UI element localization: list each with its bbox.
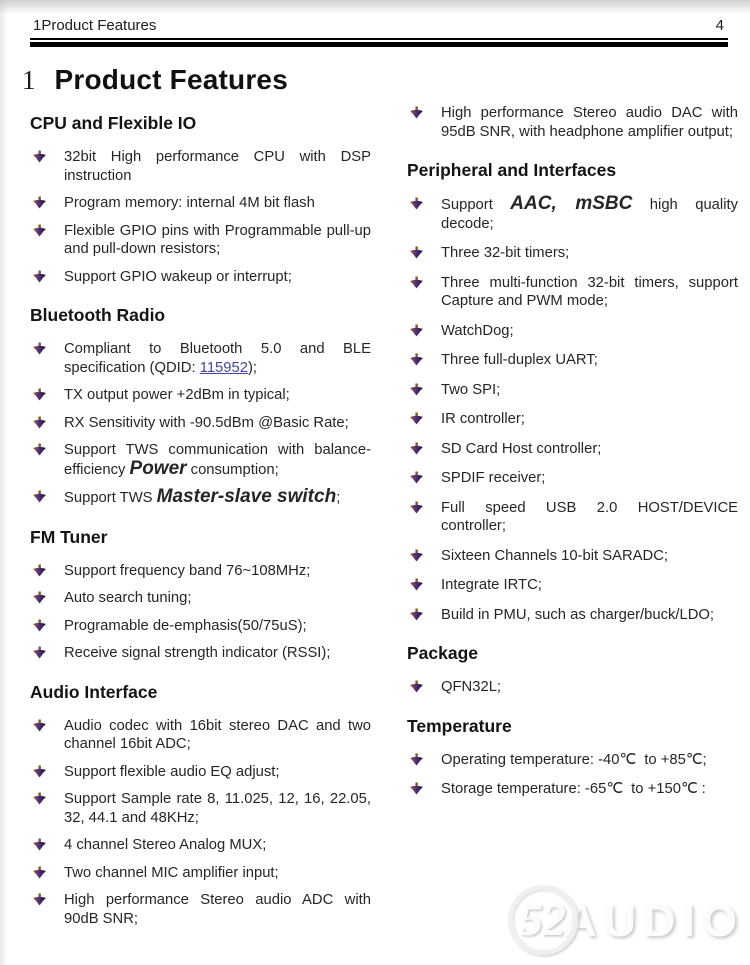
bullet-item-text: WatchDog; — [441, 322, 514, 339]
bullet-item — [30, 644, 371, 663]
section-heading: Audio Interface — [30, 681, 158, 702]
bullet-item-text: Audio codec with 16bit stereo DAC and two channel 16bit ADC; — [64, 717, 371, 752]
bullet-item — [407, 351, 738, 370]
bullet-item-text: RX Sensitivity with -90.5dBm @Basic Rate; — [64, 414, 349, 431]
down-arrow-bullet-icon — [33, 591, 46, 605]
bullet-item-text: High performance Stereo audio ADC with 90dB SNR; — [64, 892, 371, 927]
qdid-link[interactable]: 115952 — [199, 359, 248, 376]
bullet-item — [30, 589, 371, 608]
down-arrow-bullet-icon — [33, 416, 46, 430]
watermark-audio-text: AUDIO — [564, 894, 744, 946]
bullet-item — [407, 678, 738, 697]
two-column-body — [0, 98, 750, 937]
bullet-item — [30, 194, 371, 213]
section-heading: CPU and Flexible IO — [30, 113, 197, 133]
bullet-item — [30, 488, 371, 508]
down-arrow-bullet-icon — [33, 765, 46, 779]
bullet-item-text: Two channel MIC amplifier input; — [64, 864, 279, 881]
bullet-item-text: Support frequency band 76~108MHz; — [64, 562, 311, 579]
bullet-item-text: Two SPI; — [441, 381, 501, 398]
bullet-item-text: Support TWS Master-slave switch; — [64, 486, 341, 507]
bullet-item-text: Program memory: internal 4M bit flash — [64, 195, 315, 211]
watermark-circle — [508, 885, 578, 955]
page-number: 4 — [715, 17, 724, 34]
bullet-item — [407, 606, 738, 625]
bullet-item-text: Support Sample rate 8, 11.025, 12, 16, 22.05, 32, 44.1 and 48KHz; — [64, 791, 371, 826]
bullet-item — [407, 381, 738, 400]
bullet-item — [30, 717, 371, 754]
bullet-item-text: QFN32L; — [441, 679, 502, 695]
down-arrow-bullet-icon — [33, 646, 46, 660]
page-header — [0, 0, 750, 34]
bullet-item-text: Receive signal strength indicator (RSSI); — [64, 645, 331, 661]
bullet-item-text: 32bit High performance CPU with DSP instruction — [64, 149, 371, 184]
bullet-item-text: Compliant to Bluetooth 5.0 and BLE specification (QDID: 115952); — [64, 341, 371, 376]
down-arrow-bullet-icon — [33, 564, 46, 578]
bullet-item — [30, 763, 371, 782]
bullet-item — [407, 274, 738, 311]
section-heading: Package — [407, 643, 479, 663]
section-heading: Bluetooth Radio — [30, 305, 166, 325]
down-arrow-bullet-icon — [33, 150, 46, 164]
down-arrow-bullet-icon — [410, 246, 423, 260]
down-arrow-bullet-icon — [410, 680, 423, 694]
chapter-number: 1 — [22, 65, 36, 95]
down-arrow-bullet-icon — [410, 412, 423, 426]
down-arrow-bullet-icon — [33, 443, 46, 457]
bullet-item — [407, 751, 738, 770]
bullet-item-text: Operating temperature: -40℃ to +85℃; — [441, 751, 707, 768]
bullet-item — [407, 440, 738, 459]
down-arrow-bullet-icon — [33, 719, 46, 733]
bullet-item-text: High performance Stereo audio DAC with 95dB SNR, with headphone amplifier output; — [441, 105, 738, 140]
bullet-item-text: Support TWS communication with balance-efficiency Power consumption; — [64, 442, 371, 479]
52audio-watermark — [508, 885, 744, 955]
bullet-item — [30, 386, 371, 405]
bullet-item — [407, 244, 738, 263]
down-arrow-bullet-icon — [33, 270, 46, 284]
bullet-item — [407, 469, 738, 488]
bullet-item — [407, 195, 738, 233]
down-arrow-bullet-icon — [410, 442, 423, 456]
bullet-item-text: Support GPIO wakeup or interrupt; — [64, 268, 292, 285]
chapter-title — [22, 64, 750, 96]
header-running-title: 1Product Features — [33, 17, 157, 34]
bullet-item — [30, 562, 371, 581]
down-arrow-bullet-icon — [33, 866, 46, 880]
header-rule-thick — [30, 42, 728, 47]
bullet-item — [407, 780, 738, 799]
bullet-item-text: TX output power +2dBm in typical; — [64, 387, 290, 403]
bullet-item-text: Full speed USB 2.0 HOST/DEVICE controller; — [441, 499, 738, 534]
down-arrow-bullet-icon — [410, 501, 423, 515]
bullet-item-text: Three full-duplex UART; — [441, 352, 598, 368]
bullet-item-text: Three 32-bit timers; — [441, 245, 570, 261]
bullet-item-text: SD Card Host controller; — [441, 440, 602, 457]
down-arrow-bullet-icon — [33, 792, 46, 806]
bullet-item — [30, 836, 371, 855]
bullet-item — [407, 499, 738, 536]
bullet-item — [407, 576, 738, 595]
bullet-item-text: IR controller; — [441, 411, 525, 427]
down-arrow-bullet-icon — [410, 753, 423, 767]
section-heading: Peripheral and Interfaces — [407, 160, 617, 180]
bullet-item-text: Programable de-emphasis(50/75uS); — [64, 617, 307, 634]
section-heading: FM Tuner — [30, 526, 108, 547]
bullet-item-text: SPDIF receiver; — [441, 470, 546, 486]
left-column — [30, 98, 371, 937]
bullet-item — [407, 547, 738, 566]
bullet-item — [30, 790, 371, 827]
bullet-item — [30, 891, 371, 928]
bullet-item-text: Three multi-function 32-bit timers, support Capture and PWM mode; — [441, 274, 738, 309]
bullet-item — [30, 340, 371, 377]
bullet-item-text: Storage temperature: -65℃ to +150℃ : — [441, 781, 706, 797]
down-arrow-bullet-icon — [33, 490, 46, 504]
watermark-52-text: 52 — [520, 894, 566, 945]
down-arrow-bullet-icon — [410, 353, 423, 367]
down-arrow-bullet-icon — [410, 471, 423, 485]
bullet-item — [30, 864, 371, 883]
bullet-item-text: Auto search tuning; — [64, 590, 192, 606]
down-arrow-bullet-icon — [33, 224, 46, 238]
bullet-item-text: Build in PMU, such as charger/buck/LDO; — [441, 606, 715, 623]
down-arrow-bullet-icon — [410, 324, 423, 338]
bullet-item-text: Sixteen Channels 10-bit SARADC; — [441, 547, 668, 564]
down-arrow-bullet-icon — [410, 276, 423, 290]
down-arrow-bullet-icon — [410, 106, 423, 120]
down-arrow-bullet-icon — [33, 342, 46, 356]
header-rule-thin — [30, 38, 728, 40]
right-column — [407, 98, 738, 937]
bullet-item — [407, 410, 738, 429]
down-arrow-bullet-icon — [410, 578, 423, 592]
down-arrow-bullet-icon — [410, 782, 423, 796]
chapter-title-text: Product Features — [54, 64, 288, 95]
bullet-item-text: Support flexible audio EQ adjust; — [64, 763, 280, 780]
down-arrow-bullet-icon — [410, 383, 423, 397]
down-arrow-bullet-icon — [410, 608, 423, 622]
bullet-item — [30, 148, 371, 185]
down-arrow-bullet-icon — [410, 549, 423, 563]
down-arrow-bullet-icon — [33, 388, 46, 402]
bullet-item — [30, 414, 371, 433]
down-arrow-bullet-icon — [33, 619, 46, 633]
section-heading: Temperature — [407, 715, 512, 736]
bullet-item — [30, 441, 371, 479]
bullet-item-text: Flexible GPIO pins with Programmable pull-up and pull-down resistors; — [64, 222, 371, 257]
down-arrow-bullet-icon — [33, 838, 46, 852]
bullet-item — [407, 104, 738, 141]
bullet-item-text: 4 channel Stereo Analog MUX; — [64, 837, 267, 853]
bullet-item-text: Integrate IRTC; — [441, 577, 542, 593]
bullet-item — [407, 322, 738, 341]
bullet-item — [30, 268, 371, 287]
down-arrow-bullet-icon — [33, 196, 46, 210]
bullet-item — [30, 222, 371, 259]
bullet-item-text: Support AAC, mSBC high quality decode; — [441, 193, 739, 232]
down-arrow-bullet-icon — [33, 893, 46, 907]
bullet-item — [30, 617, 371, 636]
down-arrow-bullet-icon — [410, 197, 423, 211]
